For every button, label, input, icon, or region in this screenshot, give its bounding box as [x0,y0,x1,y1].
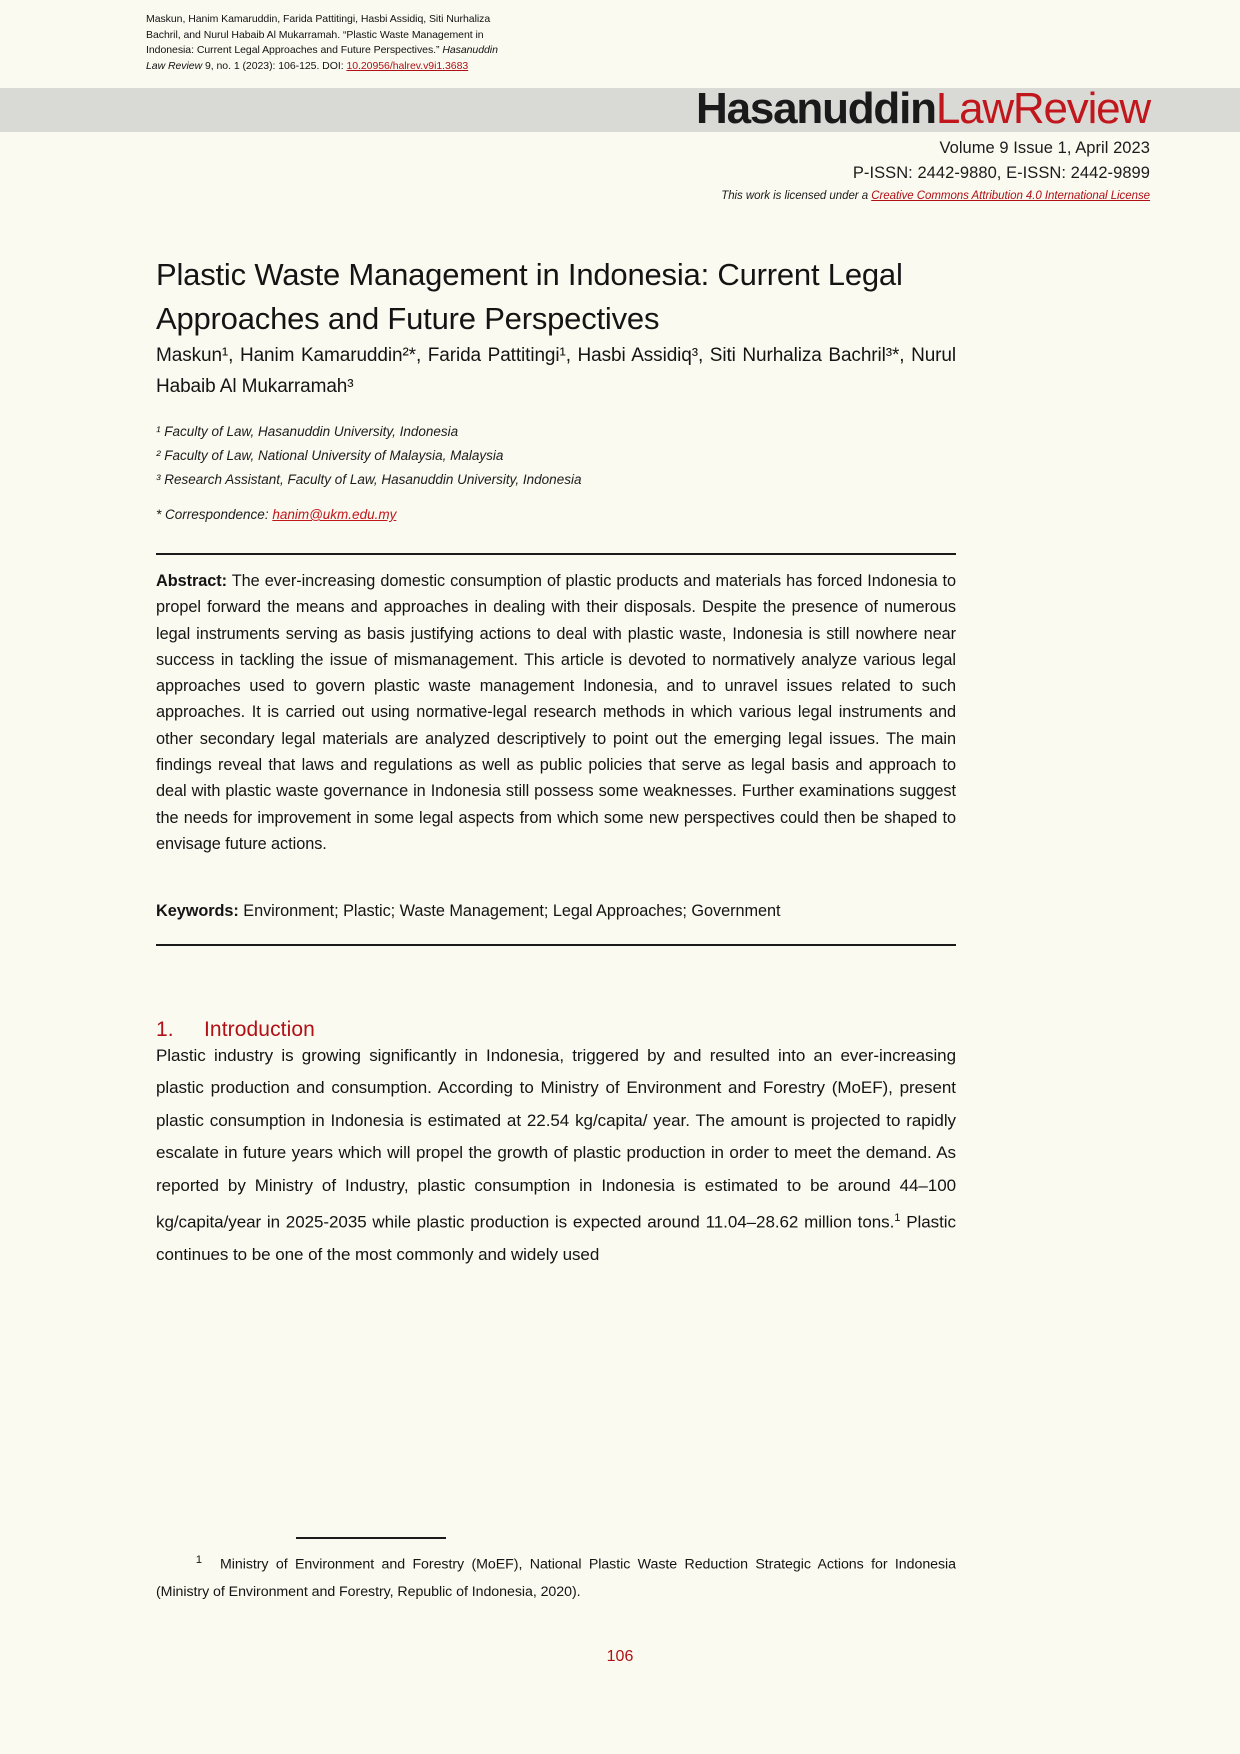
author-list: Maskun¹, Hanim Kamaruddin²*, Farida Pattitingi¹, Hasbi Assidiq³, Siti Nurhaliza Bachril³*, Nurul Habaib Al Mukarramah³ [156,345,956,397]
license-prefix: This work is licensed under a [721,190,872,202]
citation-journal-name-cont: Law Review [146,59,203,72]
intro-text-part-1: Plastic industry is growing significantly in Indonesia, triggered by and resulted into an ever-increasing plastic production and consumption. According to Ministry of Environment and Forestry (MoEF), present plastic consumption in Indonesia is estimated at 22.54 kg/capita/ year. The amount is projected to rapidly escalate in future years which will propel the growth of plastic production in order to meet the demand. As reported by Ministry of Industry, plastic consumption in Indonesia is estimated to be around 44–100 kg/capita/year in 2025-2035 while plastic production is expected around 11.04–28.62 million tons. [156,1046,956,1232]
introduction-paragraph [156,1040,956,1272]
license-line [721,186,1150,206]
affiliation-item: ² Faculty of Law, National University of Malaysia, Malaysia [156,448,504,463]
footnote-text: Ministry of Environment and Forestry (MoEF), National Plastic Waste Reduction Strategic Actions for Indonesia (Ministry of Environment and Forestry, Republic of Indonesia, 2020). [156,1556,956,1600]
keywords-line [156,898,956,924]
issn-line: P-ISSN: 2442-9880, E-ISSN: 2442-9899 [852,164,1150,182]
masthead-hasanuddin: Hasanuddin [696,84,936,133]
section-number: 1. [156,1018,174,1042]
correspondence-email-link[interactable]: hanim@ukm.edu.my [272,507,397,522]
page-number: 106 [606,1648,634,1665]
correspondence-line [156,503,956,527]
citation-block [146,12,506,74]
keywords-text: Environment; Plastic; Waste Management; Legal Approaches; Government [238,902,781,920]
citation-issue-info: 9, no. 1 (2023): 106-125. DOI: [202,59,347,72]
license-link[interactable]: Creative Commons Attribution 4.0 International License [871,190,1150,202]
affiliation-item: ³ Research Assistant, Faculty of Law, Hasanuddin University, Indonesia [156,472,582,487]
section-title: Introduction [204,1018,315,1042]
citation-line-3: Indonesia: Current Legal Approaches and Future Perspectives.” [146,44,443,57]
abstract-paragraph [156,568,956,857]
affiliation-item: ¹ Faculty of Law, Hasanuddin University, Indonesia [156,424,459,439]
masthead-lawreview: LawReview [935,84,1150,133]
correspondence-label: * Correspondence: [156,507,273,522]
affiliation-list [156,420,956,492]
divider-below-keywords [156,944,956,946]
footnote-reference-1[interactable]: 1 [894,1212,901,1225]
keywords-label: Keywords: [156,902,239,920]
footnote-number: 1 [195,1554,202,1566]
page-title: Plastic Waste Management in Indonesia: Current Legal Approaches and Future Perspectives [156,256,903,336]
abstract-label: Abstract: [156,572,228,590]
issue-info-block [721,136,1150,206]
citation-line-2: Bachril, and Nurul Habaib Al Mukarramah. “Plastic Waste Management in [146,28,484,41]
citation-line-1: Maskun, Hanim Kamaruddin, Farida Pattitingi, Hasbi Assidiq, Siti Nurhaliza [146,13,491,25]
divider-above-abstract [156,553,956,555]
doi-link[interactable]: 10.20956/halrev.v9i1.3683 [346,59,469,72]
journal-masthead [696,82,1150,136]
volume-issue-line: Volume 9 Issue 1, April 2023 [939,139,1150,157]
footnote-block [156,1547,956,1606]
citation-journal-name: Hasanuddin [442,44,498,57]
abstract-text: The ever-increasing domestic consumption of plastic products and materials has forced Indonesia to propel forward the means and approaches in dealing with their disposals. Despite the presence of numerous legal instruments serving as basis justifying actions to deal with plastic waste, Indonesia is still nowhere near success in tackling the issue of mismanagement. This article is devoted to normatively analyze various legal approaches used to govern plastic waste management Indonesia, and to unravel issues related to such approaches. It is carried out using normative-legal research methods in which various legal instruments and other secondary legal materials are analyzed descriptively to point out the emerging legal issues. The main findings reveal that laws and regulations as well as public policies that serve as legal basis and approach to deal with plastic waste governance in Indonesia still possess some weaknesses. Further examinations suggest the needs for improvement in some legal aspects from which some new perspectives could then be shaped to envisage future actions. [156,572,956,853]
intro-text-part-2: Plastic continues to be one of the most commonly and widely used [156,1212,956,1265]
footnote-separator [296,1537,446,1539]
